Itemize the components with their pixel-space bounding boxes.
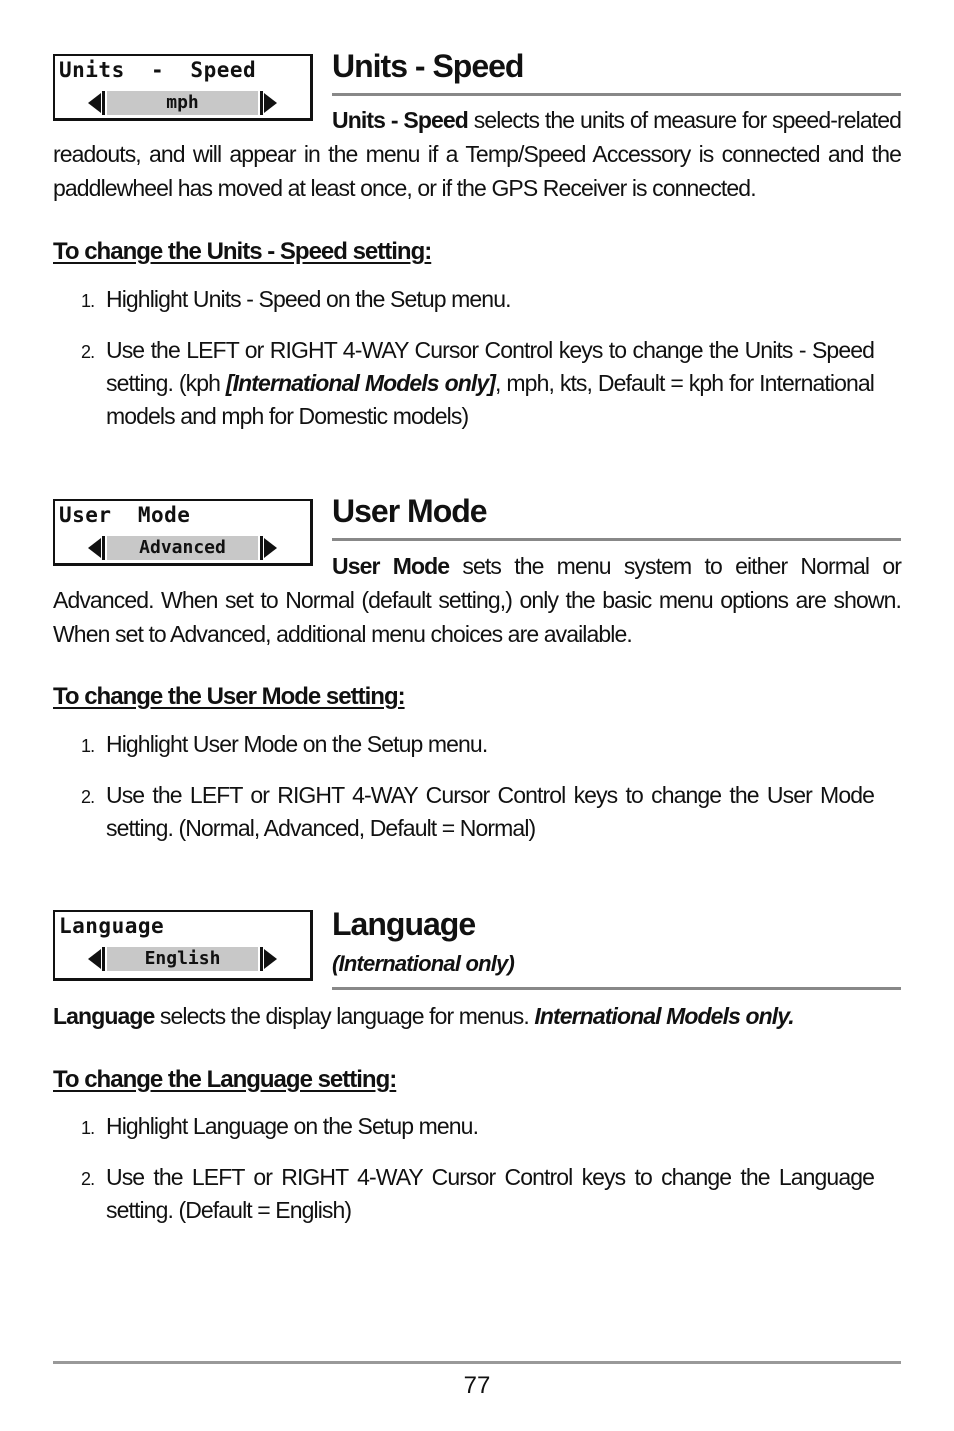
- step-text: , mph, kts, Default = kph for International models and mph for Domestic models): [106, 370, 875, 429]
- right-arrow-icon: [264, 949, 277, 969]
- description-text: selects the display language for menus.: [154, 1003, 535, 1029]
- steps-list: [81, 1110, 874, 1245]
- subhead: To change the Units - Speed setting:: [53, 238, 432, 265]
- section-description: [53, 999, 901, 1033]
- subhead: To change the User Mode setting:: [53, 683, 405, 710]
- list-item: [81, 779, 874, 845]
- step-number: 2.: [81, 787, 95, 807]
- list-item: [81, 1110, 874, 1143]
- steps-list: [81, 283, 874, 451]
- list-item: [81, 728, 874, 761]
- description-text: selects the units of measure for speed-related readouts, and will appear in the menu if a Temp/Speed Accessory is connected and the paddlewheel has moved at least once, or if the GPS Receiver is connected.: [53, 107, 901, 201]
- description-term: Language: [53, 1003, 155, 1029]
- section-user-mode: [53, 493, 901, 879]
- title-rule: [332, 93, 901, 96]
- title-rule: [332, 538, 901, 541]
- steps-list: [81, 728, 874, 863]
- subhead: To change the Language setting:: [53, 1066, 397, 1093]
- step-text: Highlight Language on the Setup menu.: [106, 1113, 479, 1139]
- left-bar: [102, 947, 105, 971]
- section-description: [53, 549, 901, 651]
- section-subtitle: (International only): [332, 951, 515, 976]
- step-text: Highlight Units - Speed on the Setup menu.: [106, 286, 511, 312]
- menu-widget-value: English: [107, 947, 258, 971]
- right-bar: [260, 947, 263, 971]
- menu-widget-label: User Mode: [59, 503, 191, 527]
- list-item: [81, 334, 874, 433]
- section-title: Language: [332, 906, 476, 942]
- menu-widget-language: [53, 910, 313, 981]
- page-number: 77: [463, 1372, 491, 1399]
- menu-widget-value: mph: [107, 91, 258, 115]
- section-description: [53, 103, 901, 205]
- section-title: User Mode: [332, 493, 487, 529]
- section-units-speed: [53, 48, 901, 454]
- step-number: 1.: [81, 736, 95, 756]
- menu-widget-label: Units - Speed: [59, 58, 257, 82]
- description-term: User Mode: [332, 553, 450, 579]
- step-text: Use the LEFT or RIGHT 4-WAY Cursor Control keys to change the Units - Speed setting. (kph: [106, 337, 874, 396]
- step-number: 2.: [81, 342, 95, 362]
- menu-widget-value: Advanced: [107, 536, 258, 560]
- description-emphasis: International Models only.: [534, 1003, 794, 1029]
- list-item: [81, 283, 874, 316]
- step-emphasis: [International Models only]: [225, 370, 496, 396]
- step-number: 1.: [81, 1118, 95, 1138]
- list-item: [81, 1161, 874, 1227]
- step-text: Use the LEFT or RIGHT 4-WAY Cursor Control keys to change the Language setting. (Default = English): [106, 1164, 874, 1223]
- description-text: sets the menu system to either Normal or Advanced. When set to Normal (default setting,) only the basic menu options are shown. When set to Advanced, additional menu choices are available.: [53, 553, 901, 647]
- step-text: Use the LEFT or RIGHT 4-WAY Cursor Control keys to change the User Mode setting. (Normal, Advanced, Default = Normal): [106, 782, 874, 841]
- title-rule: [332, 987, 901, 990]
- step-number: 1.: [81, 291, 95, 311]
- footer-rule: [53, 1361, 901, 1364]
- section-language: [53, 906, 901, 1240]
- step-text: Highlight User Mode on the Setup menu.: [106, 731, 488, 757]
- left-arrow-icon: [88, 949, 101, 969]
- menu-widget-label: Language: [59, 914, 165, 938]
- step-number: 2.: [81, 1169, 95, 1189]
- description-term: Units - Speed: [332, 107, 468, 133]
- section-title: Units - Speed: [332, 48, 524, 84]
